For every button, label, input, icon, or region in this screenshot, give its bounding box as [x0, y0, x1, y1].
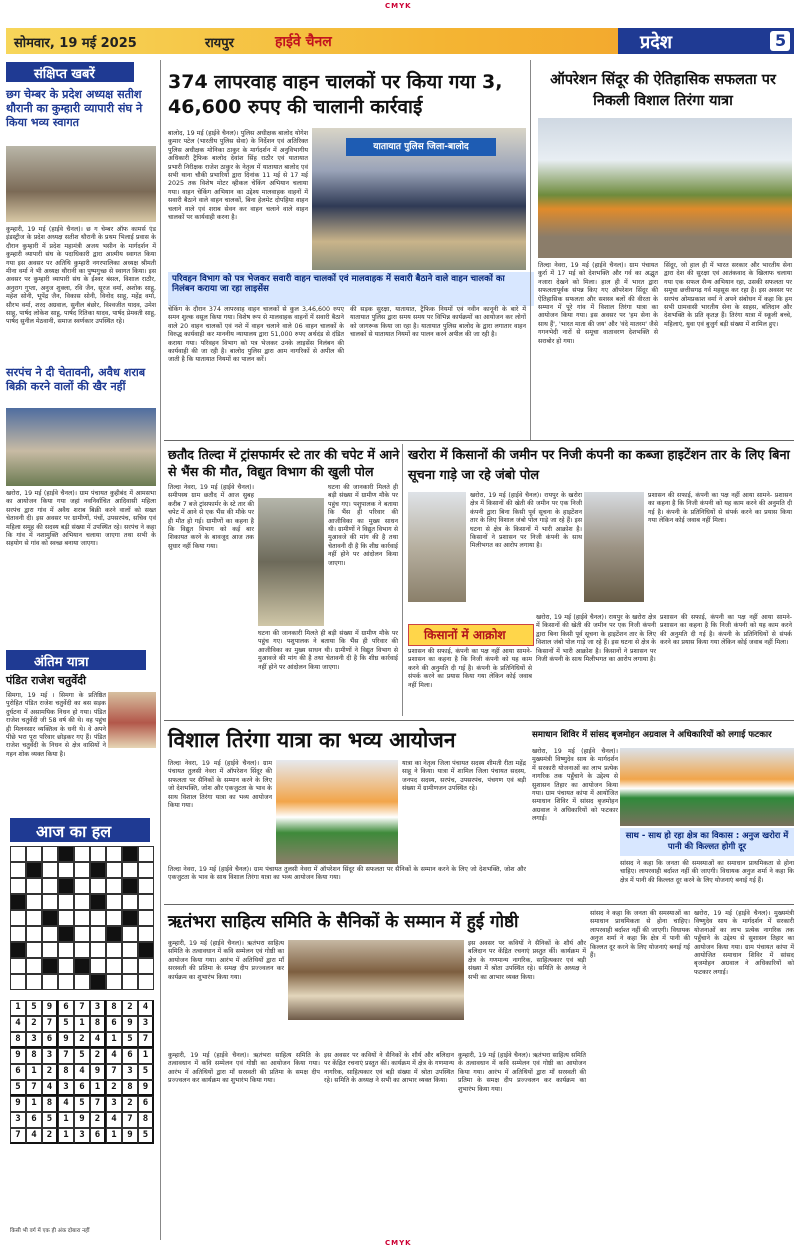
sudoku-cell: 1	[58, 1112, 74, 1128]
sudoku-cell: 1	[74, 1016, 90, 1032]
crossword-cell	[10, 910, 26, 926]
crossword-cell	[90, 894, 106, 910]
sudoku-cell: 9	[42, 1000, 58, 1016]
sudoku-cell: 2	[42, 1128, 58, 1144]
crossword-cell	[42, 862, 58, 878]
sudoku-cell: 7	[106, 1064, 122, 1080]
sudoku-cell: 3	[90, 1000, 106, 1016]
brief-photo-2	[6, 408, 156, 486]
crossword-cell	[42, 910, 58, 926]
crossword-cell	[138, 926, 154, 942]
sindoor-body-2: सिंदूर, जो हाल ही में भारत सरकार और भारतीय सेना द्वारा देश की सुरक्षा एवं आतंकवाद के खिलाफ चलाया गया एक सफल सैन्य अभियान रहा, उसकी सफलता पर समूचा छत्तीसगढ़ गर्व महसूस कर रहा है। इस अवसर पर सरपंच ओमप्रकाश वर्मा ने अपने संबोधन में कहा कि हम सभी ग्रामवासी भारतीय सेना के साहस, बलिदान और देशभक्ति के प्रति कृतज्ञ हैं। तिरंगा यात्रा में स्कूली बच्चे, महिलाएं, युवा एवं बुजुर्ग बड़ी संख्या में शामिल हुए।	[664, 262, 792, 328]
sudoku-cell: 4	[26, 1128, 42, 1144]
samadhan-body-4: खरोरा, 19 मई (हाईवे चैनल)। मुख्यमंत्री विष्णुदेव साय के मार्गदर्शन में सरकारी योजनाओं का लाभ प्रत्येक नागरिक तक पहुँचाने के उद्देश्य से सुशासन तिहार का आयोजन किया गया। ग्राम पंचायत कांपा में आयोजित समाधान शिविर में सांसद बृजमोहन अग्रवाल ने अधिकारियों को फटकार लगाई।	[694, 910, 794, 976]
crossword-cell	[90, 974, 106, 990]
tilda-body-2: घटना की जानकारी मिलते ही बड़ी संख्या में ग्रामीण मौके पर पहुंच गए। पशुपालक ने बताया कि भैंस ही परिवार की आजीविका का मुख्य साधन थी। ग्रामीणों ने विद्युत विभाग से मुआवजे की मांग की है तथा चेतावनी दी है कि शीघ्र कार्रवाई नहीं होने पर आंदोलन किया जाएगा।	[258, 630, 398, 671]
sudoku-cell: 6	[10, 1064, 26, 1080]
crossword-cell	[42, 958, 58, 974]
crossword-cell	[122, 894, 138, 910]
sudoku-cell: 2	[122, 1096, 138, 1112]
sudoku-cell: 9	[10, 1096, 26, 1112]
sudoku-cell: 8	[122, 1080, 138, 1096]
sudoku-cell: 2	[90, 1112, 106, 1128]
sudoku-cell: 9	[74, 1112, 90, 1128]
puzzle-footer: किसी भी वर्ग में एक ही अंक दोबारा नहीं	[10, 1228, 90, 1234]
crossword-cell	[74, 878, 90, 894]
sudoku-cell: 8	[138, 1112, 154, 1128]
goshthi-body-3: कुम्हारी, 19 मई (हाईवे चैनल)। ऋतंभरा साहित्य समिति के तत्वावधान में कवि सम्मेलन एवं गोष्ठी का आयोजन किया गया। आरंभ में अतिथियों द्वारा माँ सरस्वती की प्रतिमा के समक्ष दीप प्रज्ज्वलन कर कार्यक्रम का शुभारंभ किया गया।	[168, 1052, 320, 1085]
crossword-cell	[122, 862, 138, 878]
sudoku-cell: 1	[10, 1000, 26, 1016]
crossword-cell	[58, 878, 74, 894]
sudoku-cell: 3	[106, 1096, 122, 1112]
sudoku-cell: 8	[58, 1064, 74, 1080]
crossword-cell	[74, 926, 90, 942]
sudoku-cell: 4	[74, 1064, 90, 1080]
sudoku-cell: 9	[58, 1032, 74, 1048]
sudoku-cell: 4	[42, 1080, 58, 1096]
crossword-cell	[90, 862, 106, 878]
kharora-photo-2	[584, 492, 644, 602]
cmyk-top: CMYK	[385, 2, 412, 10]
crossword-cell	[106, 942, 122, 958]
crossword-grid	[10, 846, 154, 990]
sudoku-cell: 7	[26, 1080, 42, 1096]
row-divider-2	[164, 720, 794, 721]
crossword-cell	[74, 894, 90, 910]
yatra-portrait	[108, 692, 156, 748]
sudoku-cell: 8	[42, 1096, 58, 1112]
crossword-cell	[138, 878, 154, 894]
crossword-cell	[58, 910, 74, 926]
crossword-cell	[106, 974, 122, 990]
col-divider-left	[160, 60, 161, 1240]
sudoku-cell: 2	[74, 1032, 90, 1048]
crossword-cell	[106, 862, 122, 878]
crossword-cell	[90, 878, 106, 894]
row-divider-1	[164, 440, 794, 441]
crossword-cell	[42, 846, 58, 862]
sudoku-cell: 5	[122, 1032, 138, 1048]
sudoku-cell: 9	[122, 1016, 138, 1032]
sudoku-cell: 2	[122, 1000, 138, 1016]
brief-headline-2: सरपंच ने दी चेतावनी, अवैध शराब बिक्री करने वालों की खैर नहीं	[6, 366, 146, 393]
sudoku-cell: 5	[42, 1112, 58, 1128]
crossword-cell	[106, 910, 122, 926]
sudoku-cell: 1	[90, 1080, 106, 1096]
crossword-cell	[26, 958, 42, 974]
sudoku-cell: 8	[10, 1032, 26, 1048]
tilda-photo	[258, 498, 324, 626]
crossword-cell	[58, 862, 74, 878]
crossword-cell	[42, 926, 58, 942]
sudoku-cell: 7	[138, 1032, 154, 1048]
crossword-cell	[138, 942, 154, 958]
sudoku-cell: 1	[58, 1128, 74, 1144]
kharora-headline: खरोरा में किसानों की जमीन पर निजी कंपनी का कब्जा हाइटेंशन तार के लिए बिना सूचना गाड़े जा रहे जंबो पोल	[408, 448, 790, 483]
crossword-cell	[42, 894, 58, 910]
tiranga-headline: विशाल तिरंगा यात्रा का भव्य आयोजन	[168, 728, 456, 752]
crossword-cell	[26, 974, 42, 990]
sudoku-cell: 6	[58, 1000, 74, 1016]
samadhan-headline: समाधान शिविर में सांसद बृजमोहन अग्रवाल ने अधिकारियों को लगाई फटकार	[532, 730, 772, 740]
tiranga-body-2: यात्रा का नेतृत्व जिला पंचायत सदस्य शीमती रीता महेंद्र साहू ने किया। यात्रा में शामिल जिला पंचायत सदस्य, जनपद सदस्य, सरपंच, उपसरपंच, पंचगण एवं बड़ी संख्या में ग्रामीणजन उपस्थित रहे।	[402, 760, 526, 793]
sudoku-cell: 2	[26, 1016, 42, 1032]
sudoku-cell: 3	[26, 1032, 42, 1048]
brief-photo-1	[6, 146, 156, 222]
sudoku-cell: 5	[10, 1080, 26, 1096]
crossword-cell	[122, 878, 138, 894]
sindoor-photo	[538, 118, 792, 258]
crossword-cell	[106, 958, 122, 974]
sudoku-cell: 3	[74, 1128, 90, 1144]
sudoku-cell: 3	[10, 1112, 26, 1128]
brief-headline-1: छग चेम्बर के प्रदेश अध्यक्ष सतीश थौरानी का कुम्हारी व्यापारी संघ ने किया भव्य स्वागत	[6, 88, 143, 129]
sudoku-cell: 1	[26, 1096, 42, 1112]
crossword-cell	[58, 846, 74, 862]
lead-headline: 374 लापरवाह वाहन चालकों पर किया गया 3, 46,600 रुपए की चालानी कार्रवाई	[168, 71, 503, 118]
crossword-cell	[26, 846, 42, 862]
crossword-cell	[90, 926, 106, 942]
sudoku-cell: 4	[138, 1000, 154, 1016]
sudoku-cell: 7	[58, 1048, 74, 1064]
yatra-body: सिमगा, 19 मई । सिमगा के प्रतिष्ठित पुरोहित पंडित राजेश चतुर्वेदी का बस सड़क दुर्घटना में असामयिक निधन हो गया। पंडित राजेश चतुर्वेदी जी 58 वर्ष की थे। वह पहुंच ही मिलनसार व्यक्तित्व के धनी थे। वे अपने पीछे भरा पूरा परिवार छोड़कर गए हैं। पंडित राजेश चतुर्वेदी के निधन से क्षेत्र वासियों ने गहन शोक व्यक्त किया है।	[6, 692, 106, 758]
samadhan-photo	[620, 748, 794, 826]
sudoku-cell: 2	[42, 1064, 58, 1080]
sudoku-cell: 5	[74, 1048, 90, 1064]
crossword-cell	[26, 926, 42, 942]
cmyk-bottom: CMYK	[385, 1239, 412, 1247]
crossword-cell	[10, 846, 26, 862]
kharora-body-4: खरोरा, 19 मई (हाईवे चैनल)। रायपुर के खरोरा क्षेत्र में किसानों की खेती की जमीन पर एक निजी कंपनी द्वारा बिना किसी पूर्व सूचना के हाइटेंशन तार के लिए विशाल जंबो पोल गाड़े जा रहे हैं। इस घटना से क्षेत्र के किसानों में भारी आक्रोश है। किसानों ने प्रशासन पर निजी कंपनी के साथ मिलीभगत का आरोप लगाया है।	[536, 614, 656, 664]
kharora-body-3: प्रशासन की सफाई, कंपनी का पक्ष नहीं आया सामने- प्रशासन का कहना है कि निजी कंपनी को यह काम करने की अनुमति दी गई है। कंपनी के प्रतिनिधियों से संपर्क करने का प्रयास किया गया लेकिन कोई जवाब नहीं मिला।	[408, 648, 532, 689]
col-divider-mid2	[402, 444, 403, 716]
goshthi-photo	[288, 940, 464, 1020]
sudoku-cell: 8	[26, 1048, 42, 1064]
brief-title: संक्षिप्त खबरें	[34, 67, 95, 82]
crossword-cell	[58, 974, 74, 990]
crossword-cell	[90, 910, 106, 926]
sudoku-cell: 1	[26, 1064, 42, 1080]
crossword-cell	[74, 910, 90, 926]
crossword-cell	[58, 942, 74, 958]
sudoku-cell: 8	[90, 1016, 106, 1032]
crossword-cell	[90, 958, 106, 974]
crossword-cell	[26, 862, 42, 878]
sudoku-cell: 4	[106, 1112, 122, 1128]
sindoor-body-1-visible: तिल्दा नेवरा, 19 मई (हाईवे चैनल)। ग्राम पंचायत कुर्रा में 17 मई को देशभक्ति और गर्व का अद्भुत नजारा देखने को मिला। हाल ही में भारत द्वारा सफलतापूर्वक संपन्न किए गए ऑपरेशन सिंदूर की ऐतिहासिक सफलता और सशस्त्र बलों की वीरता के सम्मान में पूरे गांव में विशाल तिरंगा यात्रा का आयोजन किया गया। इस अवसर पर 'हम सेना के साथ हैं', 'भारत माता की जय' और 'वंदे मातरम' जैसे गगनभेदी नारों से समूचा वातावरण देशभक्ति से सराबोर हो गया।	[538, 262, 658, 345]
brief-body-2: खरोरा, 19 मई (हाईवे चैनल)। ग्राम पंचायत कुहीबंद में आमसभा का आयोजन किया गया जहां नवनिर्वाचित आदिवासी महिला सरपंच द्वारा गांव में अवैध शराब बिक्री करने वालों को सख्त चेतावनी दी। इस अवसर पर ग्रामीणों, पंचों, उपसरपंच, सचिव एवं महिला समूह की सदस्य बड़ी संख्या में उपस्थित रहे। सरपंच ने कहा कि गांव में नशामुक्ति अभियान चलाया जाएगा तथा सभी के सहयोग से गांव को स्वच्छ बनाया जाएगा।	[6, 490, 156, 548]
sudoku-cell: 9	[138, 1080, 154, 1096]
sudoku-cell: 6	[26, 1112, 42, 1128]
crossword-cell	[42, 974, 58, 990]
samadhan-body-1: खरोरा, 19 मई (हाईवे चैनल)। मुख्यमंत्री विष्णुदेव साय के मार्गदर्शन में सरकारी योजनाओं का लाभ प्रत्येक नागरिक तक पहुँचाने के उद्देश्य से सुशासन तिहार का आयोजन किया गया। ग्राम पंचायत कांपा में आयोजित समाधान शिविर में सांसद बृजमोहन अग्रवाल ने अधिकारियों को फटकार लगाई।	[532, 748, 618, 823]
sudoku-cell: 4	[10, 1016, 26, 1032]
sudoku-cell: 7	[122, 1112, 138, 1128]
sudoku-cell: 6	[42, 1032, 58, 1048]
crossword-cell	[90, 942, 106, 958]
crossword-cell	[10, 894, 26, 910]
crossword-cell	[10, 958, 26, 974]
brief-body-1: कुम्हारी, 19 मई (हाईवे चैनल)। छ ग चेम्बर ऑफ कामर्स एंड इंडस्ट्रीज के प्रदेश अध्यक्ष सतीश थौरानी के प्रथम भिलाई प्रवास के दौरान कुम्हारी में प्रदेश महामंत्री अजय भसीन के मार्गदर्शन में कुम्हारी व्यापारी संघ के पदाधिकारी द्वारा आत्मीय स्वागत किया गया इस अवसर पर अतिथि कुम्हारी नगरपालिका अध्यक्ष श्रीमती मीना वर्मा ने भी अध्यक्ष थौरानी का पुष्पगुच्छ से स्वागत किया। इस अवसर पर कुम्हारी व्यापारी संघ के ईश्वर बंसल, विशाल राठौर, अनुराग गुप्ता, अनुज शुक्ला, रवि जैन, सूरज वर्मा, अशोक साहू, महेश सोनी, भूपेंद्र जैन, विकास सोनी, विनोद साहू, महेंद्र वर्मा, सौरभ वर्मा, शरद अग्रवाल, सुनील बंछोर, विश्वजीत यादव, उमेश साहू, पार्षद लोकेश साहू, पार्षद रितिका यादव, पार्षद प्रेमवती साहू, पार्षद सुनील मेठवानी, समाज स्वर्णकार उपस्थित रहे।	[6, 226, 156, 326]
kharora-subhead: किसानों में आक्रोश	[424, 628, 506, 642]
sudoku-cell: 7	[42, 1016, 58, 1032]
samadhan-body-2: सांसद ने कहा कि जनता की समस्याओं का समाधान प्राथमिकता से होना चाहिए। लापरवाही बर्दाश्त नहीं की जाएगी। विधायक अनुज शर्मा ने कहा कि क्षेत्र में पानी की किल्लत दूर करने के लिए योजनाएं बनाई गई हैं।	[620, 860, 794, 884]
crossword-cell	[122, 926, 138, 942]
sudoku-cell: 5	[74, 1096, 90, 1112]
sudoku-cell: 4	[90, 1032, 106, 1048]
sudoku-cell: 5	[138, 1128, 154, 1144]
sudoku-cell: 3	[42, 1048, 58, 1064]
crossword-cell	[122, 910, 138, 926]
kharora-body-5: प्रशासन की सफाई, कंपनी का पक्ष नहीं आया सामने- प्रशासन का कहना है कि निजी कंपनी को यह काम करने की अनुमति दी गई है। कंपनी के प्रतिनिधियों से संपर्क करने का प्रयास किया गया लेकिन कोई जवाब नहीं मिला।	[660, 614, 792, 647]
tiranga-body-3: तिल्दा नेवरा, 19 मई (हाईवे चैनल)। ग्राम पंचायत तुलसी नेवरा में ऑपरेशन सिंदूर की सफलता पर सैनिकों के सम्मान करने के लिए जो देशभक्ति, जोश और एकजुटता के भाव के साथ विशाल तिरंगा यात्रा का भव्य आयोजन किया गया।	[168, 866, 526, 882]
yatra-title: अंतिम यात्रा	[34, 655, 89, 670]
sudoku-cell: 1	[106, 1128, 122, 1144]
sudoku-cell: 9	[10, 1048, 26, 1064]
header-page: 5	[775, 31, 787, 50]
sudoku-cell: 5	[138, 1064, 154, 1080]
crossword-cell	[10, 974, 26, 990]
crossword-cell	[42, 942, 58, 958]
crossword-cell	[74, 974, 90, 990]
yatra-name: पंडित राजेश चतुर्वेदी	[6, 674, 86, 687]
crossword-cell	[26, 910, 42, 926]
tilda-headline: छतौद तिल्दा में ट्रांसफार्मर स्टे तार की चपेट में आने से भैंस की मौत, विद्युत विभाग की खुली पोल	[168, 447, 400, 479]
kharora-photo-1	[408, 492, 466, 602]
sudoku-cell: 6	[74, 1080, 90, 1096]
crossword-cell	[122, 846, 138, 862]
sudoku-cell: 5	[58, 1016, 74, 1032]
samadhan-body-3: सांसद ने कहा कि जनता की समस्याओं का समाधान प्राथमिकता से होना चाहिए। लापरवाही बर्दाश्त नहीं की जाएगी। विधायक अनुज शर्मा ने कहा कि क्षेत्र में पानी की किल्लत दूर करने के लिए योजनाएं बनाई गई हैं।	[590, 910, 690, 960]
lead-body-2: चेकिंग के दौरान 374 लापरवाह वाहन चालकों से कुल 3,46,600 रुपए समन शुल्क वसूल किया गया। विशेष रूप से मालवाहक वाहनों में सवारी बैठाने वाले 20 वाहन चालकों एवं नशे में वाहन चलाने वाले 06 वाहन चालकों के विरुद्ध कार्यवाही कर माननीय न्यायालय द्वारा 51,000 रुपए अर्थदंड से दंडित कराया गया। परिवहन विभाग को पत्र भेजकर उनके लाइसेंस निलंबन की कार्यवाही की जा रही है। बालोद पुलिस द्वारा आम नागरिकों से अपील की जाती है कि यातायात नियमों का पालन करें।	[168, 306, 344, 364]
crossword-cell	[138, 910, 154, 926]
sudoku-cell: 2	[90, 1048, 106, 1064]
sudoku-cell: 3	[138, 1016, 154, 1032]
sudoku-cell: 6	[90, 1128, 106, 1144]
lead-banner: यातायात पुलिस जिला-बालोद	[346, 138, 496, 156]
crossword-cell	[138, 974, 154, 990]
tilda-body-3: घटना की जानकारी मिलते ही बड़ी संख्या में ग्रामीण मौके पर पहुंच गए। पशुपालक ने बताया कि भैंस ही परिवार की आजीविका का मुख्य साधन थी। ग्रामीणों ने विद्युत विभाग से मुआवजे की मांग की है तथा चेतावनी दी है कि शीघ्र कार्रवाई नहीं होने पर आंदोलन किया जाएगा।	[328, 484, 398, 567]
sudoku-cell: 1	[138, 1048, 154, 1064]
kharora-body-2: प्रशासन की सफाई, कंपनी का पक्ष नहीं आया सामने- प्रशासन का कहना है कि निजी कंपनी को यह काम करने की अनुमति दी गई है। कंपनी के प्रतिनिधियों से संपर्क करने का प्रयास किया गया लेकिन कोई जवाब नहीं मिला।	[648, 492, 792, 525]
goshthi-body-5: कुम्हारी, 19 मई (हाईवे चैनल)। ऋतंभरा साहित्य समिति के तत्वावधान में कवि सम्मेलन एवं गोष्ठी का आयोजन किया गया। आरंभ में अतिथियों द्वारा माँ सरस्वती की प्रतिमा के समक्ष दीप प्रज्ज्वलन कर कार्यक्रम का शुभारंभ किया गया।	[458, 1052, 586, 1093]
crossword-cell	[10, 862, 26, 878]
kharora-body-1: खरोरा, 19 मई (हाईवे चैनल)। रायपुर के खरोरा क्षेत्र में किसानों की खेती की जमीन पर एक निजी कंपनी द्वारा बिना किसी पूर्व सूचना के हाइटेंशन तार के लिए विशाल जंबो पोल गाड़े जा रहे हैं। इस घटना से क्षेत्र के किसानों में भारी आक्रोश है। किसानों ने प्रशासन पर निजी कंपनी के साथ मिलीभगत का आरोप लगाया है।	[470, 492, 582, 550]
crossword-cell	[138, 958, 154, 974]
sudoku-cell: 4	[58, 1096, 74, 1112]
goshthi-body-4: इस अवसर पर कवियों ने सैनिकों के शौर्य और बलिदान पर केंद्रित रचनाएं प्रस्तुत कीं। कार्यक्रम में क्षेत्र के गणमान्य नागरिक, साहित्यकार एवं बड़ी संख्या में श्रोता उपस्थित रहे। समिति के अध्यक्ष ने सभी का आभार व्यक्त किया।	[324, 1052, 454, 1085]
sudoku-cell: 2	[106, 1080, 122, 1096]
sudoku-grid	[10, 1000, 154, 1144]
sudoku-cell: 5	[26, 1000, 42, 1016]
lead-caption: परिवहन विभाग को पत्र भेजकर सवारी वाहन चालकों एवं मालवाहक में सवारी बैठाने वाले वाहन चालकों का निलंबन कराया जा रहा लाइसेंस	[168, 272, 534, 306]
crossword-cell	[74, 958, 90, 974]
sudoku-cell: 7	[90, 1096, 106, 1112]
col-divider-mid	[530, 60, 531, 440]
sudoku-cell: 3	[122, 1064, 138, 1080]
goshthi-body-2: इस अवसर पर कवियों ने सैनिकों के शौर्य और बलिदान पर केंद्रित रचनाएं प्रस्तुत कीं। कार्यक्रम में क्षेत्र के गणमान्य नागरिक, साहित्यकार एवं बड़ी संख्या में श्रोता उपस्थित रहे। समिति के अध्यक्ष ने सभी का आभार व्यक्त किया।	[468, 940, 586, 981]
crossword-cell	[122, 974, 138, 990]
row-divider-3	[164, 904, 794, 905]
sudoku-cell: 7	[74, 1000, 90, 1016]
crossword-cell	[26, 878, 42, 894]
crossword-cell	[106, 846, 122, 862]
puzzle-title: आज का हल	[36, 822, 112, 841]
sudoku-cell: 6	[122, 1048, 138, 1064]
crossword-cell	[10, 942, 26, 958]
crossword-cell	[58, 958, 74, 974]
crossword-cell	[74, 942, 90, 958]
yatra-body-cont	[6, 752, 156, 812]
crossword-cell	[58, 926, 74, 942]
crossword-cell	[58, 894, 74, 910]
crossword-cell	[106, 878, 122, 894]
sudoku-cell: 8	[106, 1000, 122, 1016]
crossword-cell	[42, 878, 58, 894]
sudoku-cell: 6	[106, 1016, 122, 1032]
lead-body-3: की सड़क सुरक्षा, यातायात, ट्रैफिक नियमों एवं नवीन कानूनी के बारे में यातायात पुलिस द्वारा समय समय पर विभिन्न कार्यक्रमों का आयोजन कर लोगों को जागरूक किया जा रहा है। यातायात पुलिस बालोद के द्वारा लगातार वाहन चालकों से यातायात नियमों का पालन करने अपील की जा रही है।	[350, 306, 526, 339]
goshthi-body-1: कुम्हारी, 19 मई (हाईवे चैनल)। ऋतंभरा साहित्य समिति के तत्वावधान में कवि सम्मेलन एवं गोष्ठी का आयोजन किया गया। आरंभ में अतिथियों द्वारा माँ सरस्वती की प्रतिमा के समक्ष दीप प्रज्ज्वलन कर कार्यक्रम का शुभारंभ किया गया।	[168, 940, 284, 981]
goshthi-headline: ऋतंभरा साहित्य समिति के सैनिकों के सम्मान में हुई गोष्ठी	[168, 912, 519, 932]
sudoku-cell: 6	[138, 1096, 154, 1112]
tiranga-photo	[276, 760, 398, 864]
header-city: रायपुर	[205, 36, 234, 51]
lead-body-1: बालोद, 19 मई (हाईवे चैनल)। पुलिस अधीक्षक बालोद योगेश कुमार पटेल (भारतीय पुलिस सेवा) के निर्देशन एवं अतिरिक्त पुलिस अधीक्षक मोनिका ठाकुर के मार्गदर्शन में अनुविभागीय अधिकारी ट्रैफिक बालोद देवांश सिंह राठौर एवं यातायात प्रभारी निरीक्षक राजेश ठाकुर के नेतृत्व में यातायात बालोद एवं सभी थाना चौकी प्रभारियों द्वारा दिनांक 11 मई से 17 मई 2025 तक विशेष मोटर व्हीकल चेकिंग अभियान चलाया गया। वाहन चेकिंग अभियान का उद्देश्य मालवाहक वाहनों में सवारी बैठाने वाले वाहन चालकों, बिना हेलमेट दोपहिया वाहन चलाने वाले एवं शराब सेवन कर वाहन चलाने वाले वाहन चालकों पर कार्यवाही करना है।	[168, 130, 308, 222]
sudoku-cell: 7	[10, 1128, 26, 1144]
crossword-cell	[26, 894, 42, 910]
header-brand: हाईवे चैनल	[275, 34, 332, 50]
sudoku-cell: 3	[58, 1080, 74, 1096]
header-section: प्रदेश	[640, 32, 673, 53]
samadhan-caption: साथ - साथ हो रहा क्षेत्र का विकास : अनुज खरोरा में पानी की किल्लत होगी दूर	[620, 828, 794, 856]
crossword-cell	[122, 958, 138, 974]
crossword-cell	[106, 894, 122, 910]
crossword-cell	[74, 862, 90, 878]
tiranga-body-1: तिल्दा नेवरा, 19 मई (हाईवे चैनल)। ग्राम पंचायत तुलसी नेवरा में ऑपरेशन सिंदूर की सफलता पर सैनिकों के सम्मान करने के लिए जो देशभक्ति, जोश और एकजुटता के भाव के साथ विशाल तिरंगा यात्रा का भव्य आयोजन किया गया।	[168, 760, 272, 810]
crossword-cell	[26, 942, 42, 958]
header-date: सोमवार, 19 मई 2025	[14, 36, 137, 51]
crossword-cell	[10, 926, 26, 942]
crossword-cell	[90, 846, 106, 862]
crossword-cell	[138, 894, 154, 910]
sudoku-cell: 9	[90, 1064, 106, 1080]
sudoku-cell: 9	[122, 1128, 138, 1144]
sudoku-cell: 4	[106, 1048, 122, 1064]
crossword-cell	[138, 846, 154, 862]
crossword-cell	[106, 926, 122, 942]
crossword-cell	[138, 862, 154, 878]
crossword-cell	[122, 942, 138, 958]
tilda-body-1: तिल्दा नेवरा, 19 मई (हाईवे चैनल)। समीपस्थ ग्राम छतौद में आज सुबह करीब 7 बजे ट्रांसफार्मर के स्टे तार की चपेट में आने से एक भैंस की मौके पर ही मौत हो गई। ग्रामीणों का कहना है कि विद्युत विभाग को कई बार शिकायत करने के बावजूद आज तक सुधार नहीं किया गया।	[168, 484, 254, 550]
lead-photo	[312, 128, 526, 270]
sindoor-headline: ऑपरेशन सिंदूर की ऐतिहासिक सफलता पर निकली विशाल तिरंगा यात्रा	[550, 72, 776, 109]
crossword-cell	[74, 846, 90, 862]
sudoku-cell: 1	[106, 1032, 122, 1048]
crossword-cell	[10, 878, 26, 894]
